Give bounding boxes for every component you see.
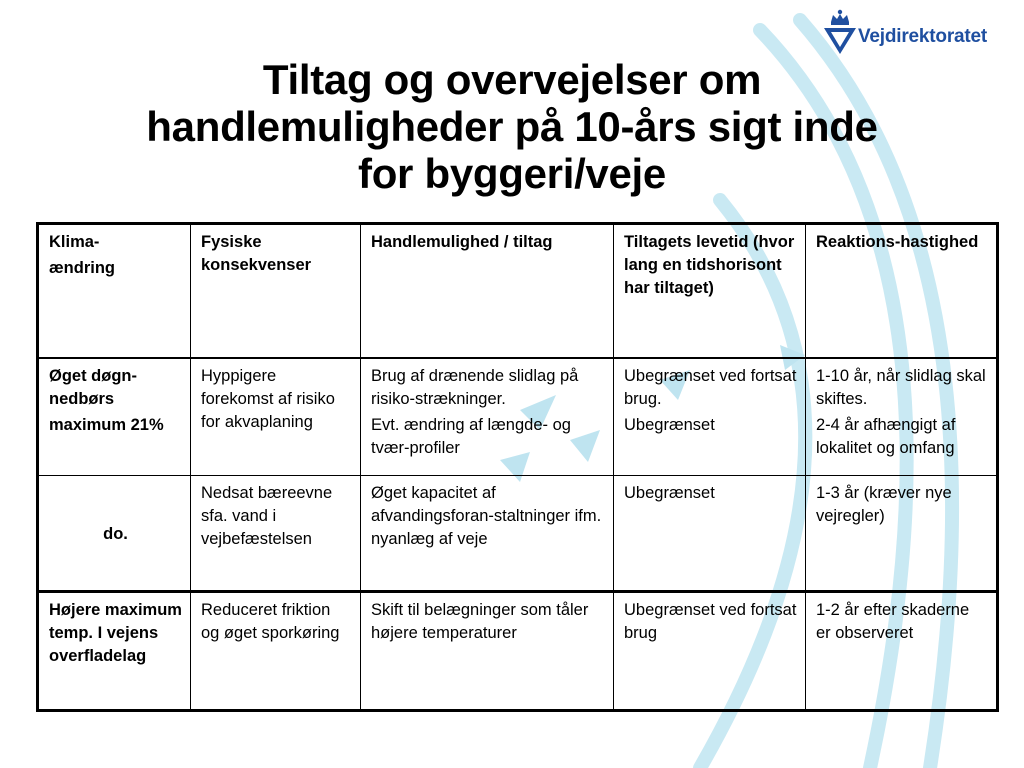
cell-konsekvens: Reduceret friktion og øget sporkøring — [191, 592, 361, 711]
cell-klima: do. — [38, 476, 191, 592]
cell-tiltag — [361, 358, 614, 476]
cell-text: 1-10 år, når slidlag skal skiftes. — [816, 366, 986, 408]
cell-tiltag: Skift til belægninger som tåler højere temperaturer — [361, 592, 614, 711]
title-line-2: handlemuligheder på 10-års sigt inde — [146, 103, 878, 150]
cell-text: Evt. ændring af længde- og tvær-profiler — [371, 415, 571, 457]
cell-text: Brug af drænende slidlag på risiko-strækninger. — [371, 366, 579, 408]
cell-text: Ubegrænset ved fortsat brug. — [624, 366, 797, 408]
crown-shield-icon — [820, 6, 860, 58]
table-row — [38, 476, 998, 592]
table-header-row — [38, 224, 998, 358]
cell-levetid: Ubegrænset — [614, 476, 806, 592]
header-reaktionshastighed: Reaktions-hastighed — [806, 224, 998, 358]
header-levetid: Tiltagets levetid (hvor lang en tidshorisont har tiltaget) — [614, 224, 806, 358]
cell-reaktion — [806, 358, 998, 476]
cell-konsekvens: Hyppigere forekomst af risiko for akvaplaning — [191, 358, 361, 476]
table-row — [38, 592, 998, 711]
slide-title — [60, 56, 964, 197]
logo-wordmark: Vejdirektoratet — [858, 26, 987, 47]
cell-reaktion: 1-3 år (kræver nye vejregler) — [806, 476, 998, 592]
cell-tiltag: Øget kapacitet af afvandingsforan-staltninger ifm. nyanlæg af veje — [361, 476, 614, 592]
cell-text: Ubegrænset — [624, 415, 715, 434]
cell-reaktion: 1-2 år efter skaderne er observeret — [806, 592, 998, 711]
cell-levetid — [614, 358, 806, 476]
cell-klima: Højere maximum temp. I vejens overfladelag — [38, 592, 191, 711]
header-c1-line2: ændring — [49, 259, 115, 277]
cell-levetid: Ubegrænset ved fortsat brug — [614, 592, 806, 711]
cell-konsekvens: Nedsat bæreevne sfa. vand i vejbefæstelsen — [191, 476, 361, 592]
measures-table — [36, 222, 999, 712]
title-line-1: Tiltag og overvejelser om — [262, 56, 762, 103]
header-handlemulighed: Handlemulighed / tiltag — [361, 224, 614, 358]
header-klimaaendring — [38, 224, 191, 358]
header-c1-line1: Klima- — [49, 233, 100, 251]
table-row — [38, 358, 998, 476]
cell-text: maximum 21% — [49, 415, 164, 434]
header-fysiske-konsekvenser: Fysiske konsekvenser — [191, 224, 361, 358]
cell-text: 2-4 år afhængigt af lokalitet og omfang — [816, 415, 956, 457]
title-line-3: for byggeri/veje — [358, 150, 666, 197]
cell-text: Øget døgn-nedbørs — [49, 366, 137, 408]
cell-klima — [38, 358, 191, 476]
